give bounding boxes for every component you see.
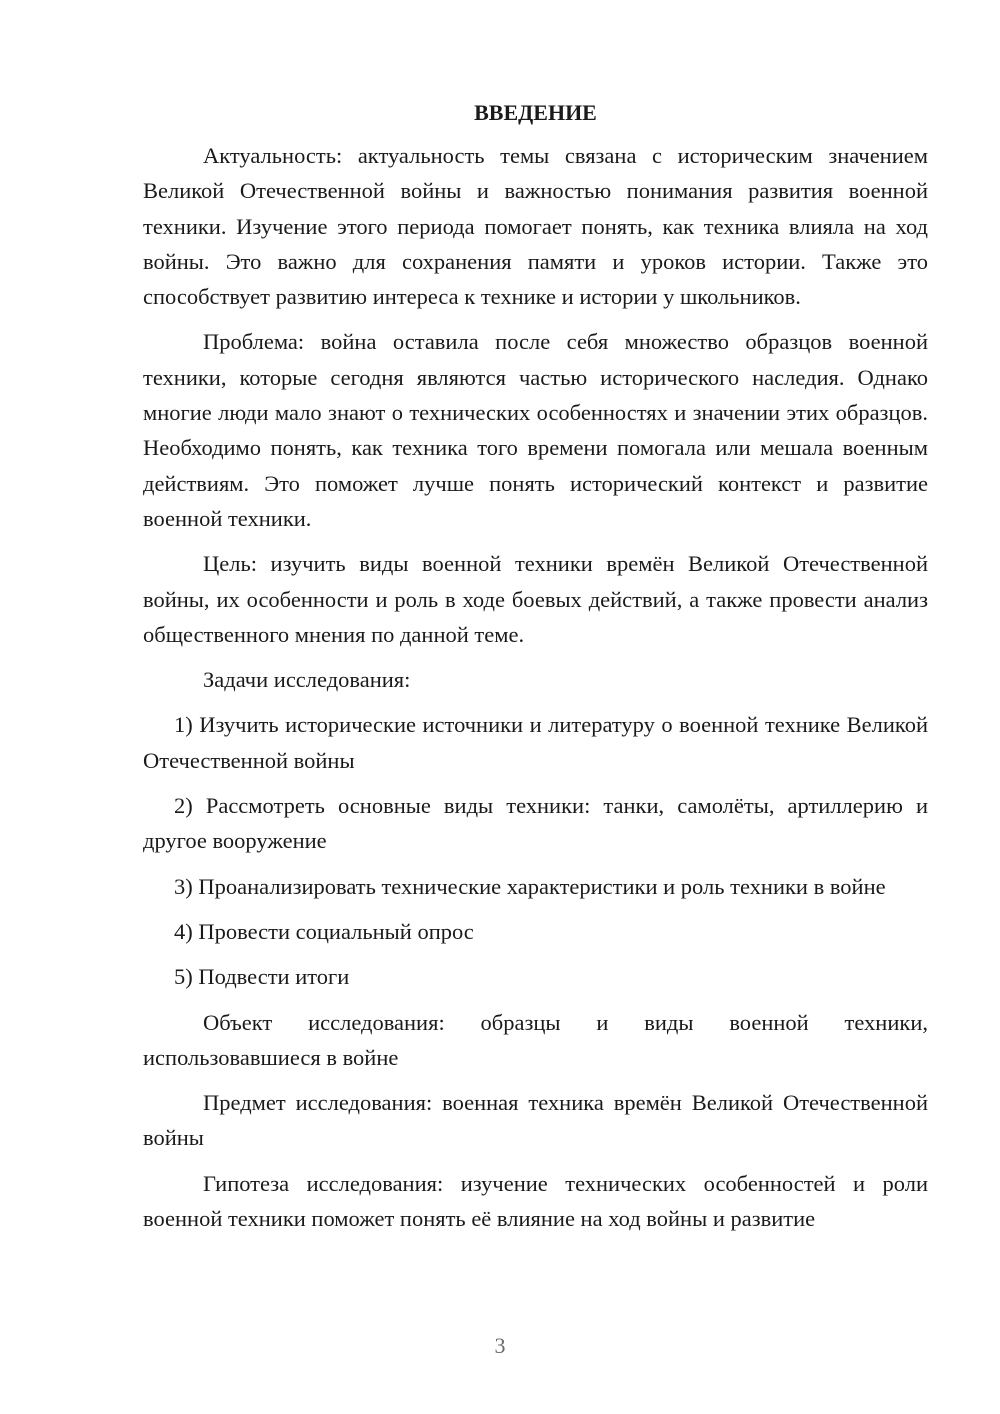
object-paragraph: Объект исследования: образцы и виды военной техники, использовавшиеся в войне xyxy=(143,1009,928,1070)
task-item-5: 5) Подвести итоги xyxy=(174,964,350,990)
task-item-2: 2) Рассмотреть основные виды техники: танки, самолёты, артиллерию и другое вооружение xyxy=(143,793,928,854)
task-item-4: 4) Провести социальный опрос xyxy=(174,918,474,944)
tasks-heading: Задачи исследования: xyxy=(203,667,411,693)
task-item-1: 1) Изучить исторические источники и литературу о военной технике Великой Отечественной войны xyxy=(143,712,928,773)
goal-paragraph: Цель: изучить виды военной техники времён Великой Отечественной войны, их особенности и роль в ходе боевых действий, а также провести анализ общественного мнения по данной теме. xyxy=(143,551,928,647)
subject-paragraph: Предмет исследования: военная техника времён Великой Отечественной войны xyxy=(143,1090,928,1151)
section-title: ВВЕДЕНИЕ xyxy=(474,100,597,125)
page-number: 3 xyxy=(494,1333,506,1358)
task-item-3: 3) Проанализировать технические характеристики и роль техники в войне xyxy=(174,873,886,899)
hypothesis-paragraph: Гипотеза исследования: изучение технических особенностей и роли военной техники поможет понять её влияние на ход войны и развитие xyxy=(143,1170,928,1232)
problem-paragraph: Проблема: война оставила после себя множество образцов военной техники, которые сегодня являются частью исторического наследия. Однако многие люди мало знают о технических особенностях и значении этих образцов. Необходимо понять, как техника того времени помогала или мешала военным действиям. Это поможет лучше понять исторический контекст и развитие военной техники. xyxy=(143,329,928,531)
relevance-paragraph: Актуальность: актуальность темы связана с историческим значением Великой Отечественной войны и важностью понимания развития военной техники. Изучение этого периода помогает понять, как техника влияла на ход войны. Это важно для сохранения памяти и уроков истории. Также это способствует развитию интереса к технике и истории у школьников. xyxy=(143,143,928,310)
document-page xyxy=(143,95,928,1246)
